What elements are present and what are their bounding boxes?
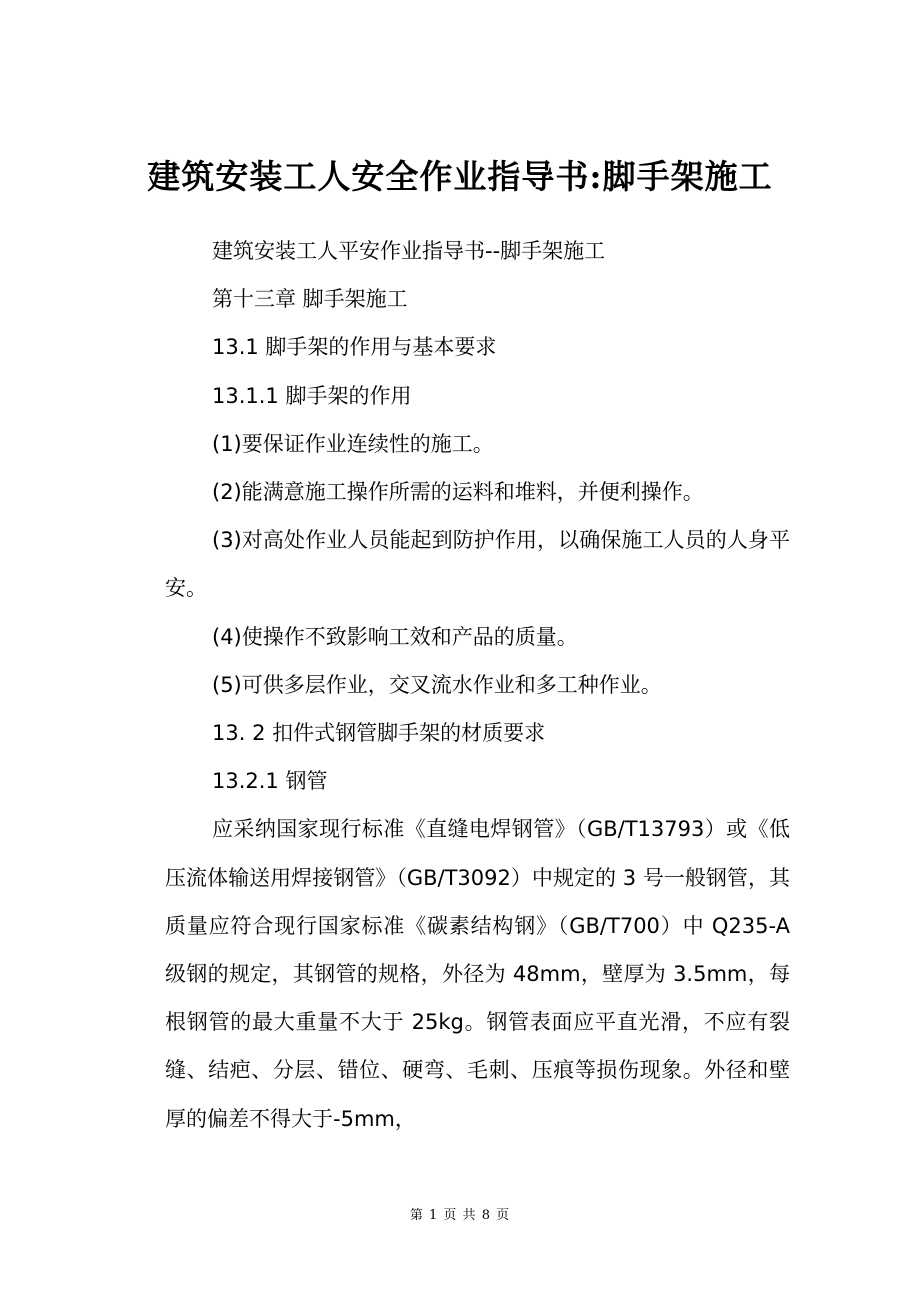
document-body: [165, 227, 790, 1143]
page-footer: 第 1 页 共 8 页: [409, 1208, 511, 1223]
section-heading: 13.1 脚手架的作用与基本要求: [212, 335, 497, 360]
list-item: (3)对高处作业人员能起到防护作用，以确保施工人员的人身平安。: [165, 528, 790, 601]
section-heading: 13. 2 扣件式钢管脚手架的材质要求: [212, 721, 546, 746]
list-item: (1)要保证作业连续性的施工。: [212, 431, 494, 456]
chapter-heading: 第十三章 脚手架施工: [212, 287, 408, 312]
list-item: (2)能满意施工操作所需的运料和堆料，并便利操作。: [212, 480, 704, 505]
paragraph: 建筑安装工人平安作业指导书--脚手架施工: [212, 239, 606, 263]
subsection-heading: 13.2.1 钢管: [212, 769, 328, 794]
list-item: (5)可供多层作业，交叉流水作业和多工种作业。: [212, 672, 662, 697]
list-item: (4)使操作不致影响工效和产品的质量。: [212, 624, 578, 649]
subsection-heading: 13.1.1 脚手架的作用: [212, 383, 412, 408]
paragraph: 应采纳国家现行标准《直缝电焊钢管》（GB/T13793）或《低压流体输送用焊接钢管》（GB/T3092）中规定的 3 号一般钢管，其质量应符合现行国家标准《碳素结构钢》（GB/T700）中 Q235-A 级钢的规定，其钢管的规格，外径为 48mm，壁厚为 3.5mm，每根钢管的最大重量不大于 25kg。钢管表面应平直光滑，不应有裂缝、结疤、分层、错位、硬弯、毛刺、压痕等损伤现象。外径和壁厚的偏差不得大于-5mm，: [165, 817, 790, 1131]
document-title: 建筑安装工人安全作业指导书:脚手架施工: [147, 157, 773, 197]
